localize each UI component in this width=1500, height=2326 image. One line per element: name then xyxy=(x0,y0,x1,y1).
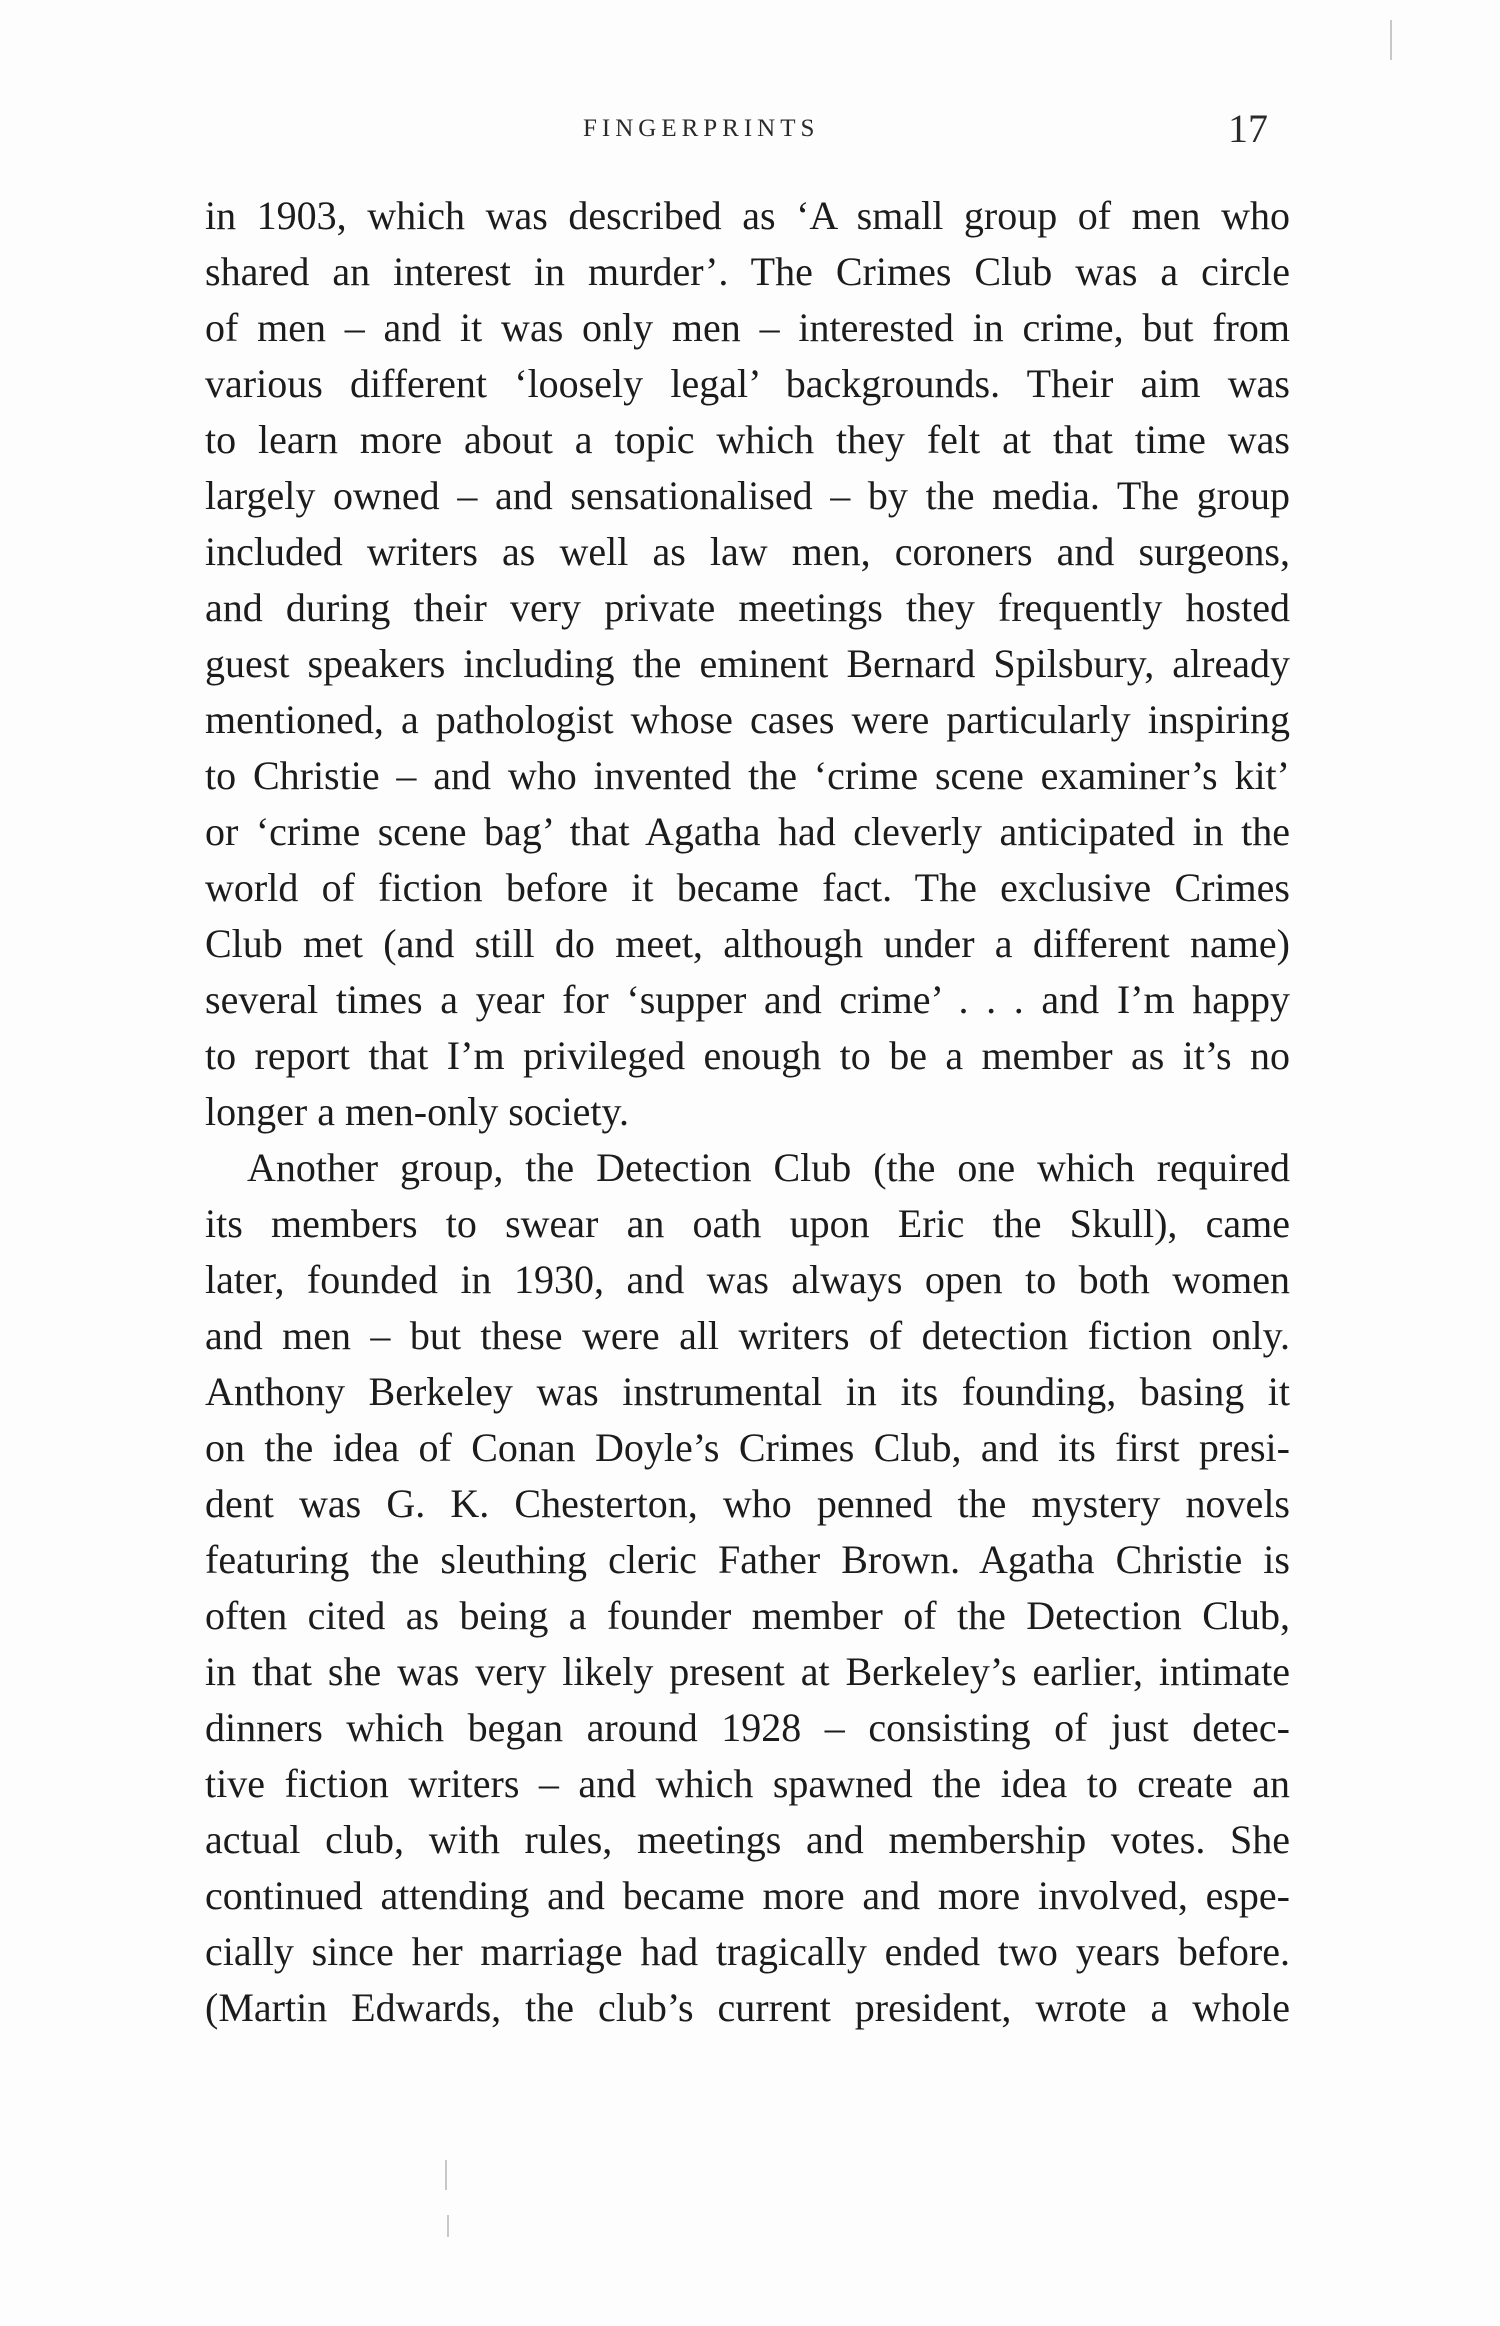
text-line: Anthony Berkeley was instrumental in its founding, basing it xyxy=(205,1369,1290,1414)
text-line: several times a year for ‘supper and crime’ . . . and I’m happy xyxy=(205,977,1290,1022)
text-line: mentioned, a pathologist whose cases were particularly inspiring xyxy=(205,697,1290,742)
text-line: tive fiction writers – and which spawned the idea to create an xyxy=(205,1761,1290,1806)
text-line: featuring the sleuthing cleric Father Brown. Agatha Christie is xyxy=(205,1537,1290,1582)
text-line: its members to swear an oath upon Eric the Skull), came xyxy=(205,1201,1290,1246)
paragraph-end-line: longer a men-only society. xyxy=(205,1089,629,1134)
running-head xyxy=(0,105,1500,155)
text-line: included writers as well as law men, coroners and surgeons, xyxy=(205,529,1290,574)
text-line: (Martin Edwards, the club’s current president, wrote a whole xyxy=(205,1985,1290,2030)
text-line: to learn more about a topic which they felt at that time was xyxy=(205,417,1290,462)
text-line: in that she was very likely present at Berkeley’s earlier, intimate xyxy=(205,1649,1290,1694)
text-line: to report that I’m privileged enough to be a member as it’s no xyxy=(205,1033,1290,1078)
scan-artifact-mark xyxy=(445,2160,447,2190)
text-line: of men – and it was only men – interested in crime, but from xyxy=(205,305,1290,350)
text-line: dent was G. K. Chesterton, who penned the mystery novels xyxy=(205,1481,1290,1526)
text-line: guest speakers including the eminent Bernard Spilsbury, already xyxy=(205,641,1290,686)
text-line: various different ‘loosely legal’ backgrounds. Their aim was xyxy=(205,361,1290,406)
text-line: dinners which began around 1928 – consisting of just detec- xyxy=(205,1705,1290,1750)
text-line: world of fiction before it became fact. The exclusive Crimes xyxy=(205,865,1290,910)
text-line: often cited as being a founder member of the Detection Club, xyxy=(205,1593,1290,1638)
text-line: in 1903, which was described as ‘A small group of men who xyxy=(205,193,1290,238)
paragraph-start-line: Another group, the Detection Club (the one which required xyxy=(247,1145,1290,1190)
running-title: FINGERPRINTS xyxy=(583,115,820,142)
text-line: largely owned – and sensationalised – by the media. The group xyxy=(205,473,1290,518)
text-line: and during their very private meetings they frequently hosted xyxy=(205,585,1290,630)
text-line: or ‘crime scene bag’ that Agatha had cleverly anticipated in the xyxy=(205,809,1290,854)
scan-artifact-mark xyxy=(447,2215,449,2237)
text-line: cially since her marriage had tragically ended two years before. xyxy=(205,1929,1290,1974)
text-line: Club met (and still do meet, although under a different name) xyxy=(205,921,1290,966)
text-line: on the idea of Conan Doyle’s Crimes Club, and its first presi- xyxy=(205,1425,1290,1470)
text-line: and men – but these were all writers of detection fiction only. xyxy=(205,1313,1290,1358)
scan-artifact-mark xyxy=(1390,20,1392,60)
text-line: to Christie – and who invented the ‘crime scene examiner’s kit’ xyxy=(205,753,1290,798)
text-line: later, founded in 1930, and was always open to both women xyxy=(205,1257,1290,1302)
page-number: 17 xyxy=(1228,106,1268,151)
text-line: actual club, with rules, meetings and membership votes. She xyxy=(205,1817,1290,1862)
text-line: continued attending and became more and more involved, espe- xyxy=(205,1873,1290,1918)
text-line: shared an interest in murder’. The Crimes Club was a circle xyxy=(205,249,1290,294)
body-text xyxy=(205,188,1290,2036)
